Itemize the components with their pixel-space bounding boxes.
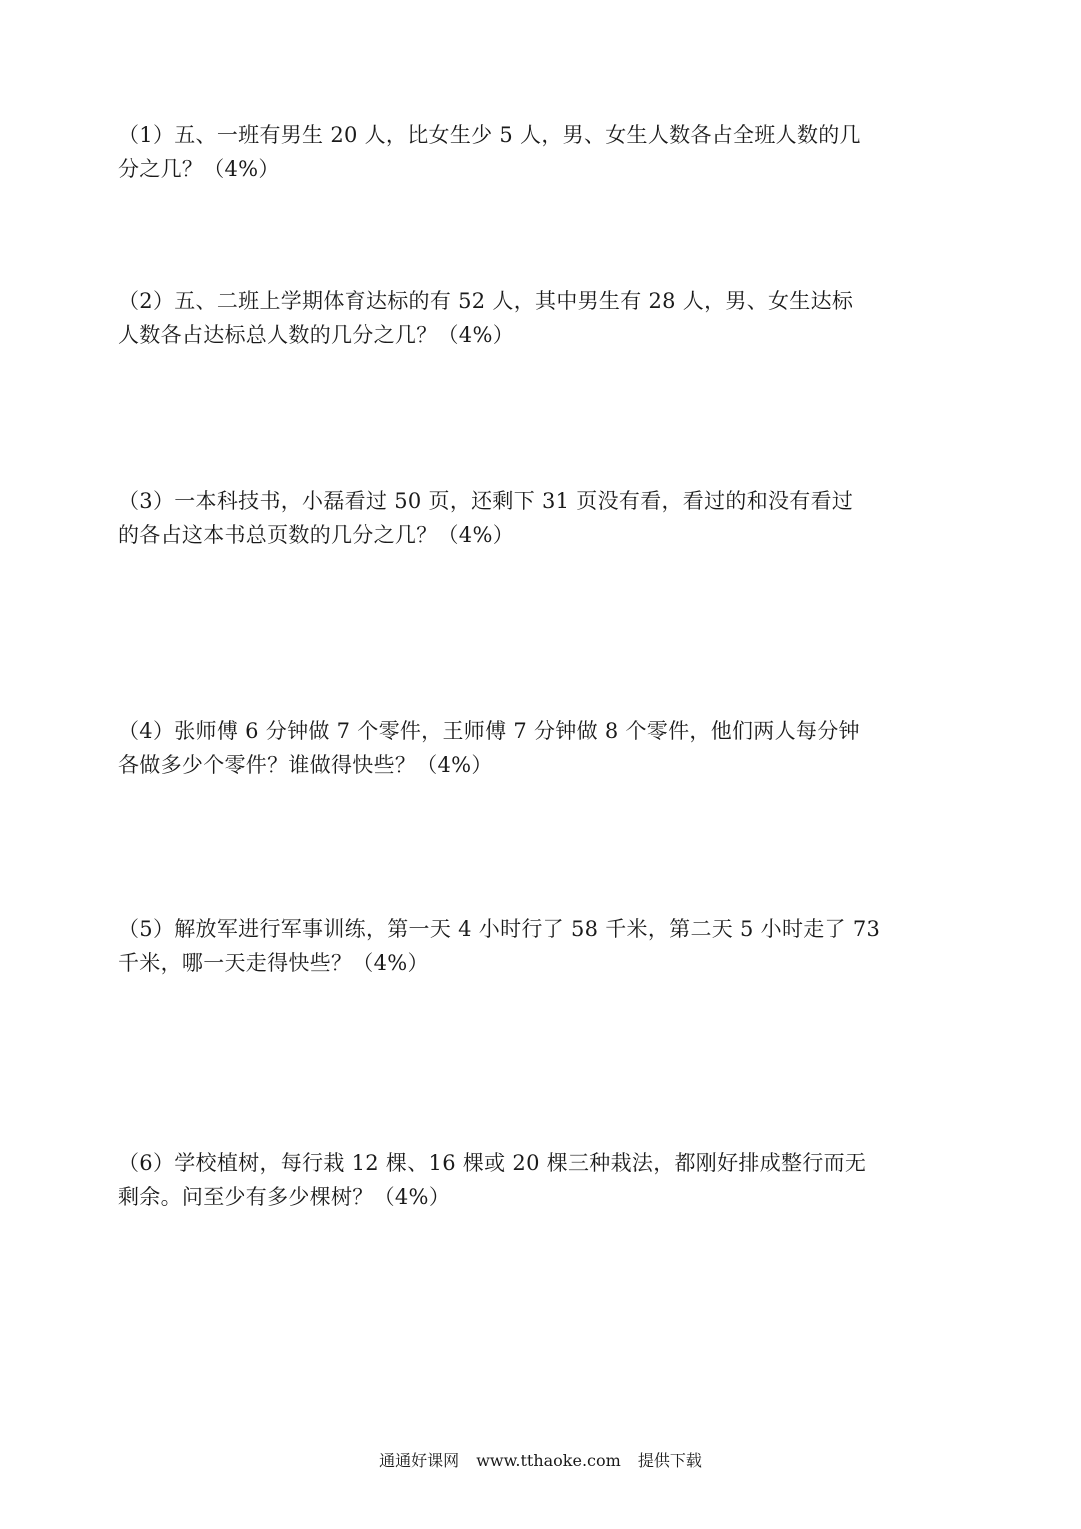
question-5-line-2: 千米，哪一天走得快些？（4%） (118, 951, 429, 975)
question-6 (118, 1146, 968, 1214)
question-3-line-2: 的各占这本书总页数的几分之几？（4%） (118, 523, 515, 547)
question-2 (118, 284, 968, 352)
question-1-line-1: （1）五、一班有男生 20 人，比女生少 5 人，男、女生人数各占全班人数的几 (118, 123, 861, 147)
question-4-line-1: （4）张师傅 6 分钟做 7 个零件，王师傅 7 分钟做 8 个零件，他们两人每分钟 (118, 719, 860, 743)
question-2-line-1: （2）五、二班上学期体育达标的有 52 人，其中男生有 28 人，男、女生达标 (118, 289, 854, 313)
footer-suffix: 提供下载 (637, 1451, 702, 1470)
question-3 (118, 484, 968, 552)
question-4 (118, 714, 968, 782)
question-5-line-1: （5）解放军进行军事训练，第一天 4 小时行了 58 千米，第二天 5 小时走了 73 (118, 917, 881, 941)
question-5 (118, 912, 968, 980)
question-1 (118, 118, 968, 186)
question-3-line-1: （3）一本科技书，小磊看过 50 页，还剩下 31 页没有看，看过的和没有看过 (118, 489, 854, 513)
question-2-line-2: 人数各占达标总人数的几分之几？（4%） (118, 323, 515, 347)
question-6-line-1: （6）学校植树，每行栽 12 棵、16 棵或 20 棵三种栽法，都刚好排成整行而无 (118, 1151, 867, 1175)
footer-site-name: 通通好课网 (379, 1451, 460, 1470)
question-4-line-2: 各做多少个零件？谁做得快些？（4%） (118, 753, 493, 777)
question-1-line-2: 分之几？（4%） (118, 157, 280, 181)
question-6-line-2: 剩余。问至少有多少棵树？（4%） (118, 1185, 451, 1209)
page-footer (0, 1449, 1081, 1473)
footer-url[interactable]: www.tthaoke.com (476, 1451, 621, 1470)
